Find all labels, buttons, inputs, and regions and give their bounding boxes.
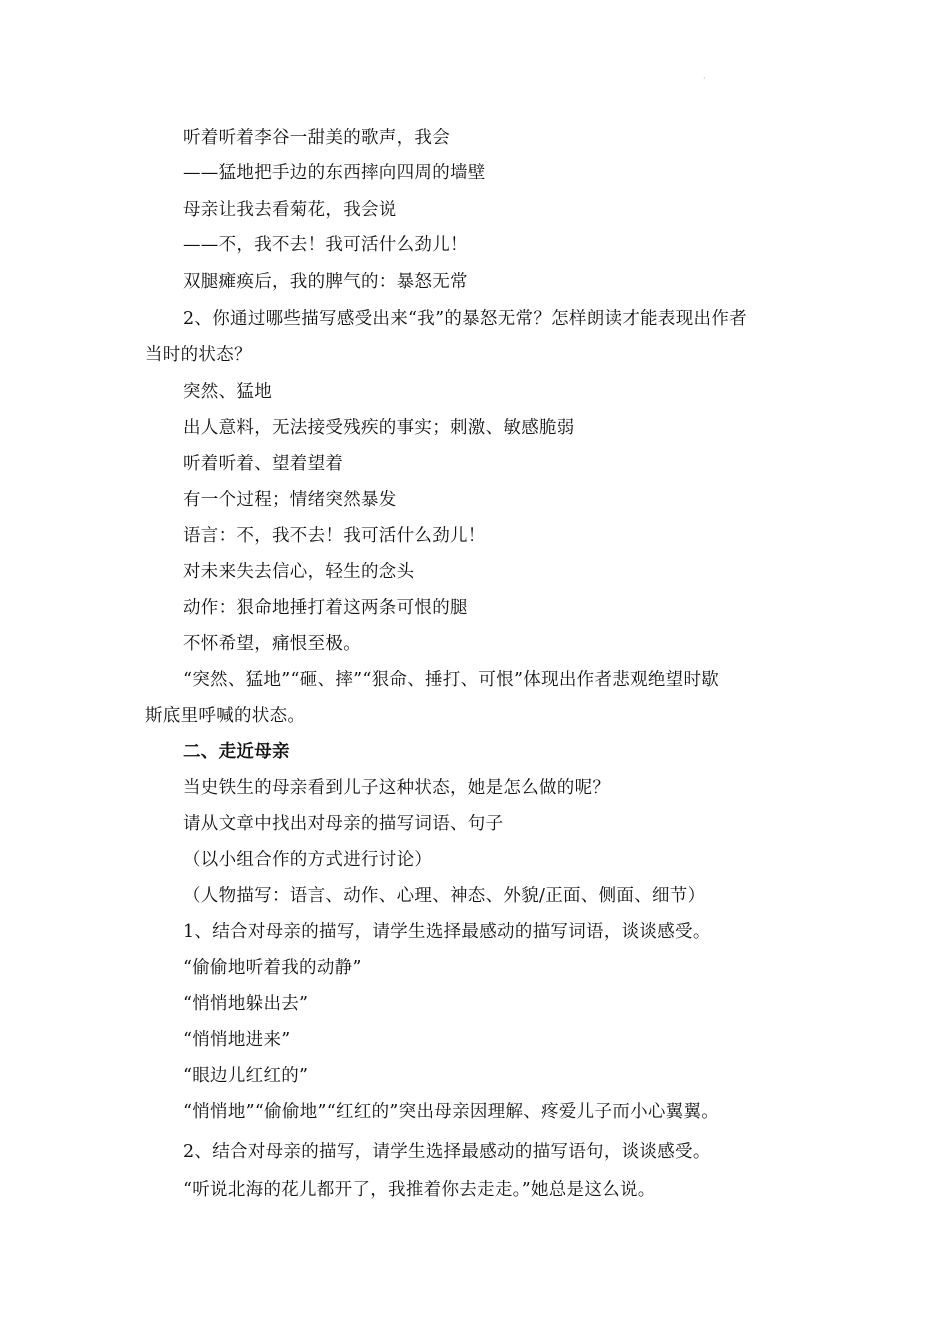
text-line: “悄悄地”“偷偷地”“红红的”突出母亲因理解、疼爱儿子而小心翼翼。	[183, 1102, 720, 1122]
text-line: 不怀希望，痛恨至极。	[183, 634, 361, 654]
text-line: “眼边儿红红的”	[183, 1066, 309, 1086]
text-line: 语言：不，我不去！我可活什么劲儿！	[183, 526, 486, 546]
text-line: 出人意料，无法接受残疾的事实；刺激、敏感脆弱	[183, 418, 575, 438]
text-line: “听说北海的花儿都开了，我推着你去走走。”她总是这么说。	[183, 1180, 656, 1200]
text-line: 2、结合对母亲的描写，请学生选择最感动的描写语句，谈谈感受。	[183, 1142, 711, 1162]
text-line: “突然、猛地”“砸、摔”“狠命、捶打、可恨”体现出作者悲观绝望时歇	[183, 670, 720, 690]
text-line: 对未来失去信心，轻生的念头	[183, 562, 415, 582]
corner-mark: ·	[703, 74, 706, 83]
text-line: 听着听着李谷一甜美的歌声，我会	[183, 128, 450, 148]
text-line: 当时的状态？	[145, 345, 252, 365]
text-line: 突然、猛地	[183, 382, 272, 402]
text-line: “偷偷地听着我的动静”	[183, 958, 362, 978]
text-line: 1、结合对母亲的描写，请学生选择最感动的描写词语，谈谈感受。	[183, 922, 711, 942]
text-line: 母亲让我去看菊花，我会说	[183, 200, 397, 220]
text-line: 请从文章中找出对母亲的描写词语、句子	[183, 814, 504, 834]
text-line: 当史铁生的母亲看到儿子这种状态，她是怎么做的呢？	[183, 778, 611, 798]
text-line: 动作：狠命地捶打着这两条可恨的腿	[183, 598, 468, 618]
text-line: 双腿瘫痪后，我的脾气的：暴怒无常	[183, 272, 468, 292]
text-line: （人物描写：语言、动作、心理、神态、外貌/正面、侧面、细节）	[183, 886, 706, 906]
text-line: 2、你通过哪些描写感受出来“我”的暴怒无常？怎样朗读才能表现出作者	[183, 309, 747, 329]
text-line: （以小组合作的方式进行讨论）	[183, 850, 433, 870]
text-line: “悄悄地躲出去”	[183, 994, 309, 1014]
text-line: 听着听着、望着望着	[183, 454, 344, 474]
section-heading: 二、走近母亲	[183, 742, 290, 762]
text-line: 有一个过程；情绪突然暴发	[183, 490, 397, 510]
text-line: “悄悄地进来”	[183, 1030, 291, 1050]
text-line: ——猛地把手边的东西摔向四周的墙壁	[183, 163, 486, 183]
text-line: ——不，我不去！我可活什么劲儿！	[183, 235, 468, 255]
text-line: 斯底里呼喊的状态。	[145, 706, 306, 726]
